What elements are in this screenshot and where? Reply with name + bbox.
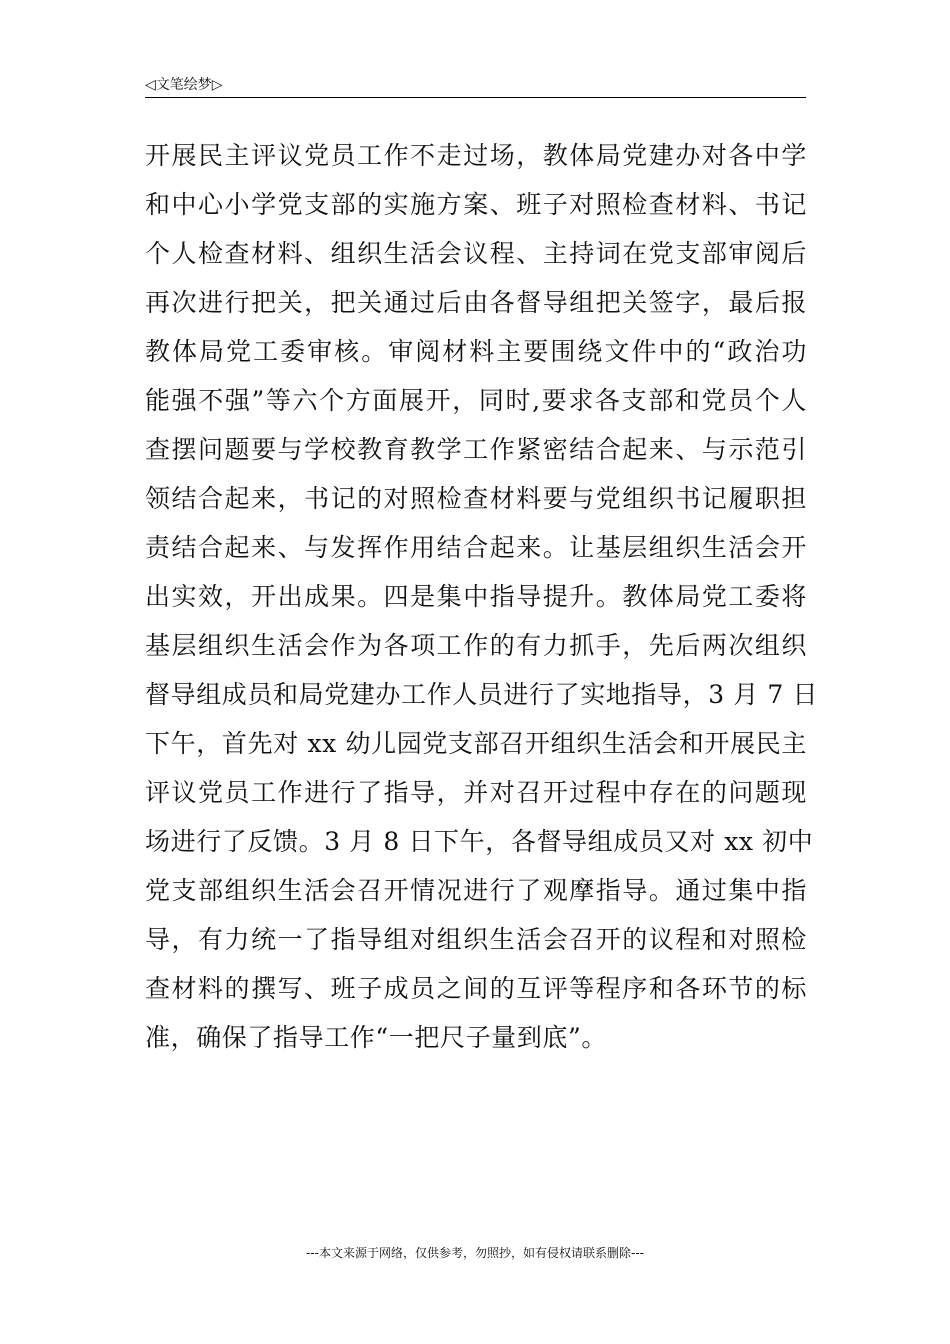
document-body [145, 131, 819, 1062]
body-line: 责结合起来、与发挥作用结合起来。让基层组织生活会开 [145, 533, 807, 562]
body-line: 出实效，开出成果。四是集中指导提升。教体局党工委将 [145, 582, 807, 611]
body-line: 评议党员工作进行了指导，并对召开过程中存在的问题现 [145, 778, 807, 807]
header-title: 文笔绘梦 [155, 77, 212, 93]
body-line: 党支部组织生活会召开情况进行了观摩指导。通过集中指 [145, 876, 807, 905]
body-line: 能强不强”等六个方面展开，同时,要求各支部和党员个人 [145, 386, 807, 415]
body-line: 导，有力统一了指导组对组织生活会召开的议程和对照检 [145, 925, 807, 954]
body-line: 基层组织生活会作为各项工作的有力抓手，先后两次组织 [145, 631, 807, 660]
body-line: 开展民主评议党员工作不走过场，教体局党建办对各中学 [145, 141, 807, 170]
footer-disclaimer: ---本文来源于网络，仅供参考，勿照抄，如有侵权请联系删除--- [306, 1246, 644, 1260]
body-line: 准，确保了指导工作“一把尺子量到底”。 [145, 1023, 607, 1052]
body-line: 和中心小学党支部的实施方案、班子对照检查材料、书记 [145, 190, 807, 219]
body-line: 督导组成员和局党建办工作人员进行了实地指导，3 月 7 日 [145, 680, 819, 709]
body-line: 场进行了反馈。3 月 8 日下午，各督导组成员又对 xx 初中 [145, 827, 814, 856]
body-line: 查摆问题要与学校教育教学工作紧密结合起来、与示范引 [145, 435, 807, 464]
left-triangle-icon: ◁ [145, 77, 156, 93]
body-line: 教体局党工委审核。审阅材料主要围绕文件中的“政治功 [145, 337, 807, 366]
page-header [145, 74, 805, 96]
body-line: 再次进行把关，把关通过后由各督导组把关签字，最后报 [145, 288, 807, 317]
body-line: 查材料的撰写、班子成员之间的互评等程序和各环节的标 [145, 974, 807, 1003]
body-line: 个人检查材料、组织生活会议程、主持词在党支部审阅后 [145, 239, 807, 268]
header-divider [145, 97, 806, 98]
right-triangle-icon: ▷ [211, 77, 223, 93]
body-line: 下午，首先对 xx 幼儿园党支部召开组织生活会和开展民主 [145, 729, 807, 758]
body-line: 领结合起来，书记的对照检查材料要与党组织书记履职担 [145, 484, 807, 513]
